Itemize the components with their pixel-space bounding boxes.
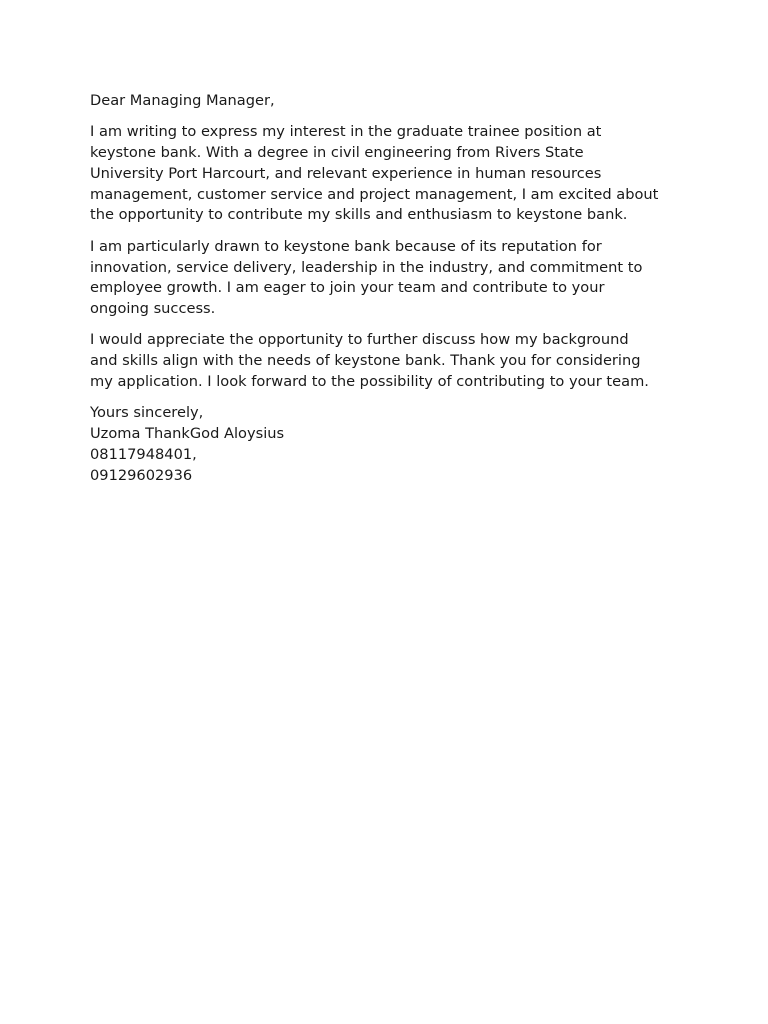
paragraph-1-line: the opportunity to contribute my skills and enthusiasm to keystone bank. xyxy=(90,206,628,224)
phone-number: 09129602936 xyxy=(90,466,193,484)
paragraph-3-line: I would appreciate the opportunity to further discuss how my background xyxy=(90,331,629,349)
paragraph-2-line: employee growth. I am eager to join your team and contribute to your xyxy=(90,279,605,297)
paragraph-1-line: I am writing to express my interest in the graduate trainee position at xyxy=(90,123,602,141)
paragraph-1-line: management, customer service and project management, I am excited about xyxy=(90,185,659,203)
paragraph-2 xyxy=(90,237,690,320)
salutation xyxy=(90,91,690,112)
paragraph-2-line: ongoing success. xyxy=(90,300,216,318)
cover-letter xyxy=(90,91,690,497)
paragraph-1-line: University Port Harcourt, and relevant experience in human resources xyxy=(90,164,602,182)
paragraph-3-line: my application. I look forward to the possibility of contributing to your team. xyxy=(90,373,649,391)
paragraph-1 xyxy=(90,122,690,226)
salutation-text: Dear Managing Manager, xyxy=(90,92,275,109)
signature-name: Uzoma ThankGod Aloysius xyxy=(90,425,285,443)
closing: Yours sincerely, xyxy=(90,404,204,422)
paragraph-1-line: keystone bank. With a degree in civil engineering from Rivers State xyxy=(90,144,584,162)
paragraph-3 xyxy=(90,330,690,392)
signature-block xyxy=(90,403,690,486)
paragraph-2-line: innovation, service delivery, leadership in the industry, and commitment to xyxy=(90,258,643,276)
paragraph-2-line: I am particularly drawn to keystone bank because of its reputation for xyxy=(90,237,602,255)
paragraph-3-line: and skills align with the needs of keystone bank. Thank you for considering xyxy=(90,352,641,370)
phone-number: 08117948401, xyxy=(90,445,197,463)
